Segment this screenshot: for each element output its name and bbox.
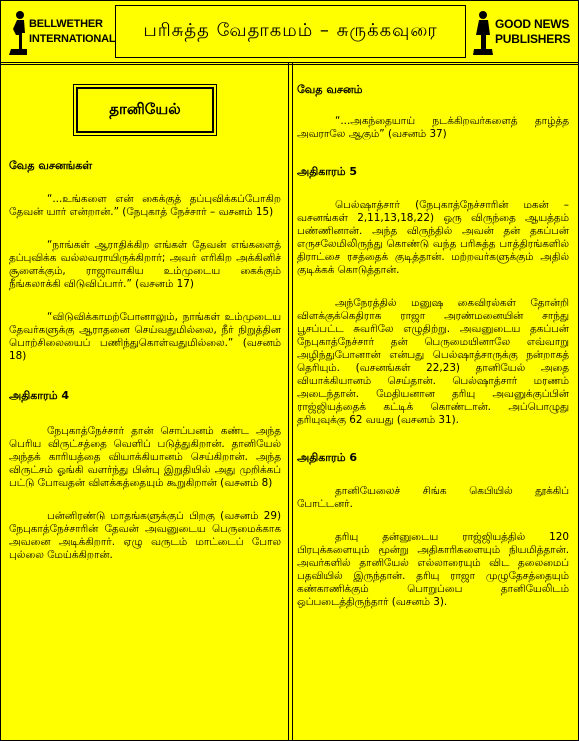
- verse-heading: வேத வசனம்: [297, 83, 363, 96]
- left-logo-line-2: INTERNATIONAL: [29, 33, 116, 45]
- chapter-4-paragraph: நேபுகாத்நேச்சார் தான் சொப்பனம் கண்ட அந்த பெரிய விருட்சத்தை வெளிப் படுத்துகிறான். தானியேல் அந்தக் காரியத்தை வியாக்கியானம் செய்கிறான். அந்த விருட்சம் ஓங்கி வளர்ந்து பின்பு இறுதியில் அது முறிக்கப் பட்டு போவதன் விளக்கத்தையும் கூறுகிறான் (வசனம் 8): [9, 425, 281, 489]
- right-logo-line-1: GOOD NEWS: [495, 17, 570, 31]
- chapter-4-heading: அதிகாரம் 4: [9, 389, 70, 402]
- verse-paragraph: “விடுவிக்காமற்போனாலும், நாங்கள் உம்முடைய தேவர்களுக்கு ஆராதனை செய்வதுமில்லை, நீர் நிறுத்தின பொற்சிலையைப் பணிந்துகொள்வதுமில்லை.” (வசனம் 18): [9, 311, 281, 362]
- chapter-title: தானியேல்: [76, 87, 214, 133]
- chapter-6-heading: அதிகாரம் 6: [297, 451, 358, 464]
- left-logo-line-1: BELLWETHER: [29, 18, 103, 30]
- chapter-6-paragraph: தானியேலைச் சிங்க கெபியில் தூக்கிப் போட்டனர்.: [297, 485, 569, 510]
- right-logo-line-2: PUBLISHERS: [495, 32, 571, 46]
- verse-paragraph: “...அகந்தையாய் நடக்கிறவர்களைத் தாழ்த்த அவராலே ஆகும்” (வசனம் 37): [297, 115, 569, 140]
- chapter-5-heading: அதிகாரம் 5: [297, 165, 358, 178]
- column-divider: [288, 62, 293, 740]
- header: [1, 1, 578, 65]
- bellwether-logo: [7, 7, 116, 57]
- verse-paragraph: “...உங்களை என் கைக்குத் தப்புவிக்கப்போகிற தேவன் யார் என்றான்.” (நேபுகாத் நேச்சார் – வசனம் 15): [9, 193, 281, 218]
- figure-icon: [7, 9, 29, 55]
- page-title: பரிசுத்த வேதாகமம் – சுருக்கவுரை: [115, 5, 466, 58]
- verse-paragraph: “நாங்கள் ஆராதிக்கிற எங்கள் தேவன் எங்களைத் தப்புவிக்க வல்லவராயிருக்கிறார்; அவர் எரிகிற அக்கினிச் சூளைக்கும், ராஜாவாகிய உம்முடைய கைக்கும் நீங்கலாக்கி விடுவிப்பார்.” (வசனம் 17): [9, 239, 281, 290]
- left-column: [9, 71, 281, 562]
- chapter-6-paragraph: தரியு தன்னுடைய ராஜ்ஜியத்தில் 120 பிரபுக்களையும் மூன்று அதிகாரிகளையும் நியமித்தான். அவர்களில் தானியேல் எல்லாரையும் விட தலைமைப் பதவியில் இருந்தான். தரியு ராஜா முழுதேசத்தையும் கண்காணிக்கும் பொறுப்பை தானியேலிடம் ஒப்படைத்திருந்தார் (வசனம் 3).: [297, 531, 569, 608]
- chapter-5-paragraph: பெல்ஷாத்சார் (நேபுகாத்நேச்சாரின் மகன் – வசனங்கள் 2,11,13,18,22) ஒரு விருந்தை ஆயத்தம் பண்ணினான். அந்த விருந்தில் அவன் தன் தகப்பன் எருசலேமிலிருந்து கொண்டு வந்த பரிசுத்த பாத்திரங்களில் திராட்சை ரசத்தைக் குடித்தான். மற்றவர்களுக்கும் அதில் குடிக்கக் கொடுத்தான்.: [297, 199, 569, 276]
- good-news-logo: [471, 7, 575, 57]
- figure-icon: [471, 9, 495, 55]
- right-column: [297, 71, 569, 609]
- chapter-4-paragraph: பன்னிரண்டு மாதங்களுக்குப் பிறகு (வசனம் 29) நேபுகாத்நேச்சாரின் தேவன் அவனுடைய பெருமைக்காக அவனை அடிக்கிறார். ஏழு வருடம் மாட்டைப் போல புல்லை மேய்க்கிறான்.: [9, 510, 281, 561]
- chapter-5-paragraph: அந்நேரத்தில் மனுஷ கைவிரல்கள் தோன்றி விளக்குக்கெதிராக ராஜா அரண்மனையின் சாந்து பூசப்பட்ட சுவரிலே எழுதிற்று. அவனுடைய தகப்பன் நேபுகாத்நேச்சார் தன் பெருமையினாலே எவ்வாறு அழிந்துபோனான் என்பது பெல்ஷாத்சாருக்கு நன்றாகத் தெரியும். (வசனங்கள் 22,23) தானியேல் அதை வியாக்கியானம் செய்தான். பெல்ஷாத்சார் மரணம் அடைந்தான். மேதியனான தரியு அவனுக்குப்பின் ராஜ்ஜியத்தைக் கட்டிக் கொண்டான். அப்பொழுது தரியுவுக்கு 62 வயது (வசனம் 31).: [297, 297, 569, 426]
- verses-heading: வேத வசனங்கள்: [9, 159, 93, 172]
